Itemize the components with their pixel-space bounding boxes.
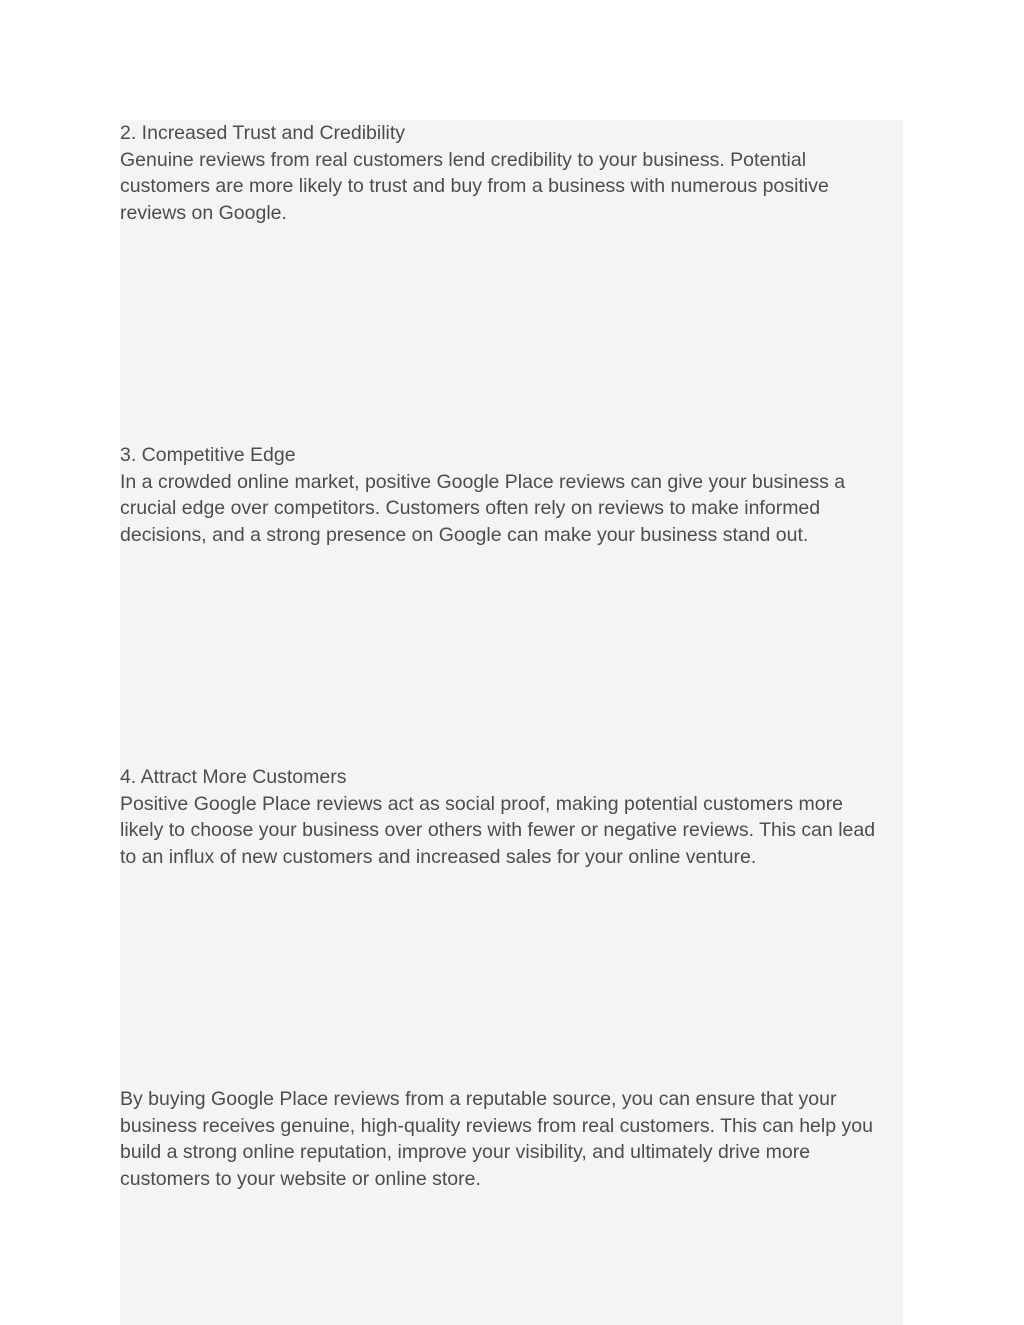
- section-heading: 4. Attract More Customers: [120, 766, 347, 788]
- paragraph-line: to an influx of new customers and increased sales for your online venture.: [120, 845, 757, 868]
- section-heading: 2. Increased Trust and Credibility: [120, 122, 406, 144]
- paragraph-line: Genuine reviews from real customers lend credibility to your business. Potential: [120, 148, 807, 171]
- document-content-block: [120, 120, 903, 1325]
- section-attract-customers: [120, 764, 903, 870]
- paragraph-line: By buying Google Place reviews from a reputable source, you can ensure that your: [120, 1088, 837, 1110]
- paragraph-line: build a strong online reputation, improve your visibility, and ultimately drive more: [120, 1141, 811, 1163]
- paragraph-line: crucial edge over competitors. Customers often rely on reviews to make informed: [120, 497, 821, 519]
- section-competitive-edge: [120, 442, 903, 548]
- paragraph-line: reviews on Google.: [120, 201, 287, 224]
- paragraph-line: In a crowded online market, positive Google Place reviews can give your business a: [120, 470, 846, 493]
- paragraph-line: decisions, and a strong presence on Google can make your business stand out.: [120, 523, 809, 546]
- section-closing: [120, 1086, 903, 1192]
- paragraph-line: Positive Google Place reviews act as social proof, making potential customers more: [120, 792, 843, 815]
- paragraph-line: customers are more likely to trust and buy from a business with numerous positive: [120, 175, 829, 197]
- section-heading: 3. Competitive Edge: [120, 444, 296, 466]
- section-trust-credibility: [120, 120, 903, 226]
- paragraph-line: likely to choose your business over others with fewer or negative reviews. This can lead: [120, 819, 876, 841]
- paragraph-line: customers to your website or online store.: [120, 1167, 481, 1190]
- paragraph-line: business receives genuine, high-quality reviews from real customers. This can help you: [120, 1114, 873, 1137]
